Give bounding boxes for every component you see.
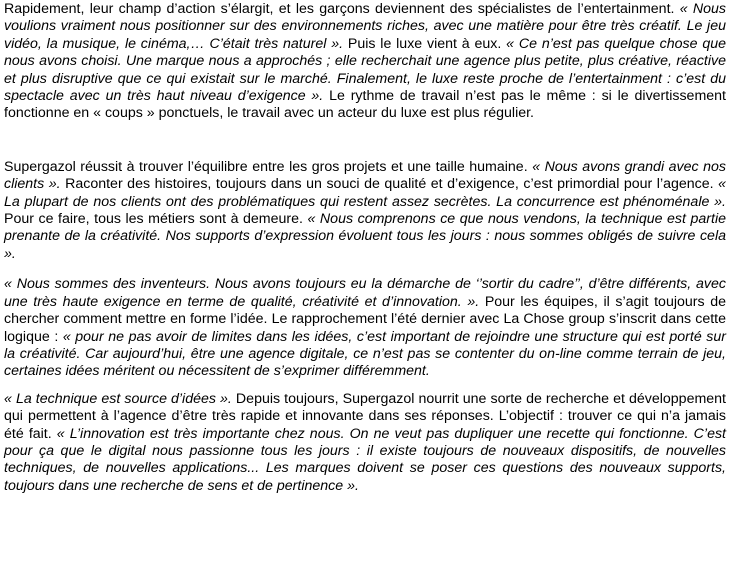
text-segment: Supergazol réussit à trouver l’équilibre entre les gros projets et une taille humaine. bbox=[4, 158, 533, 175]
quote-segment: « Nous comprenons ce que nous vendons, la technique est partie prenante de la créativité. Nos supports d’expression évoluent tous les jours : nous sommes obligés de suivre cela ». bbox=[4, 211, 727, 262]
quote-segment: « Nous sommes des inventeurs. Nous avons toujours eu la démarche de ‘’sortir du cadre’’, d’être différents, avec une très haute exigence en terme de qualité, créativité et d’innovation. ». bbox=[4, 276, 726, 310]
quote-segment: « Ce n’est pas quelque chose que nous avons choisi. Une marque nous a approchés ; elle recherchait une agence plus petite, plus créative, réactive et plus disruptive que ce qui existait sur le marché. Finalement, le luxe reste proche de l’entertainment : c’est du spectacle avec un très haut niveau d’exigence ». bbox=[4, 35, 726, 105]
quote-segment: « Nous voulions vraiment nous positionner sur des environnements riches, avec une matière pour être très créatif. Le jeu vidéo, la musique, le cinéma,… C’était très naturel ». bbox=[4, 1, 726, 52]
text-segment: Pour ce faire, tous les métiers sont à demeure. bbox=[4, 211, 308, 228]
article-body bbox=[4, 0, 726, 495]
paragraph-technique-ideas bbox=[4, 391, 726, 495]
quote-segment: « La plupart de nos clients ont des problématiques qui restent assez secrètes. La concurrence est phénoménale ». bbox=[4, 176, 726, 210]
text-segment: Rapidement, leur champ d’action s’élargit, et les garçons deviennent des spécialistes de l’entertainment. bbox=[4, 1, 680, 17]
paragraph-entertainment-luxury bbox=[4, 1, 726, 123]
text-segment: Puis le luxe vient à eux. bbox=[343, 35, 507, 52]
quote-segment: « Nous avons grandi avec nos clients ». bbox=[4, 158, 727, 193]
text-segment: Pour les équipes, il s’agit toujours de chercher comment mettre en forme l’idée. Le rapprochement l’été dernier avec La Chose group s’inscrit dans cette logique : bbox=[4, 293, 726, 345]
text-segment: Raconter des histoires, toujours dans un souci de qualité et d’exigence, c’est primordial pour l’agence. bbox=[60, 176, 719, 193]
text-segment: Le rythme de travail n’est pas le même : si le divertissement fonctionne en « coups » ponctuels, le travail avec un acteur du luxe est plus régulier. bbox=[4, 88, 726, 122]
text-segment: Depuis toujours, Supergazol nourrit une sorte de recherche et développement qui permettent à l’agence d’être très rapide et innovante dans ses réponses. L’objectif : trouver ce qui n’a jamais été fait. bbox=[4, 390, 726, 442]
quote-segment: « La technique est source d’idées ». bbox=[4, 390, 232, 407]
quote-segment: « pour ne pas avoir de limites dans les idées, c’est important de rejoindre une structure qui est porté sur la créativité. Car aujourd’hui, être une agence digitale, ce n’est pas se contenter du on-line comme terrain de jeu, certaines idées méritent ou nécessitent de s’exprimer différemment. bbox=[4, 328, 726, 380]
paragraph-balance-clients bbox=[4, 159, 726, 263]
quote-segment: « L’innovation est très importante chez nous. On ne veut pas dupliquer une recette qui fonctionne. C’est pour ça que le digital nous passionne tous les jours : il existe toujours de nouveaux dispositifs, de nouvelles techniques, de nouvelles applications... Les marques doivent se poser ces questions des nouveaux supports, toujours dans une recherche de sens et de pertinence ». bbox=[4, 425, 726, 494]
paragraph-inventors bbox=[4, 276, 726, 380]
